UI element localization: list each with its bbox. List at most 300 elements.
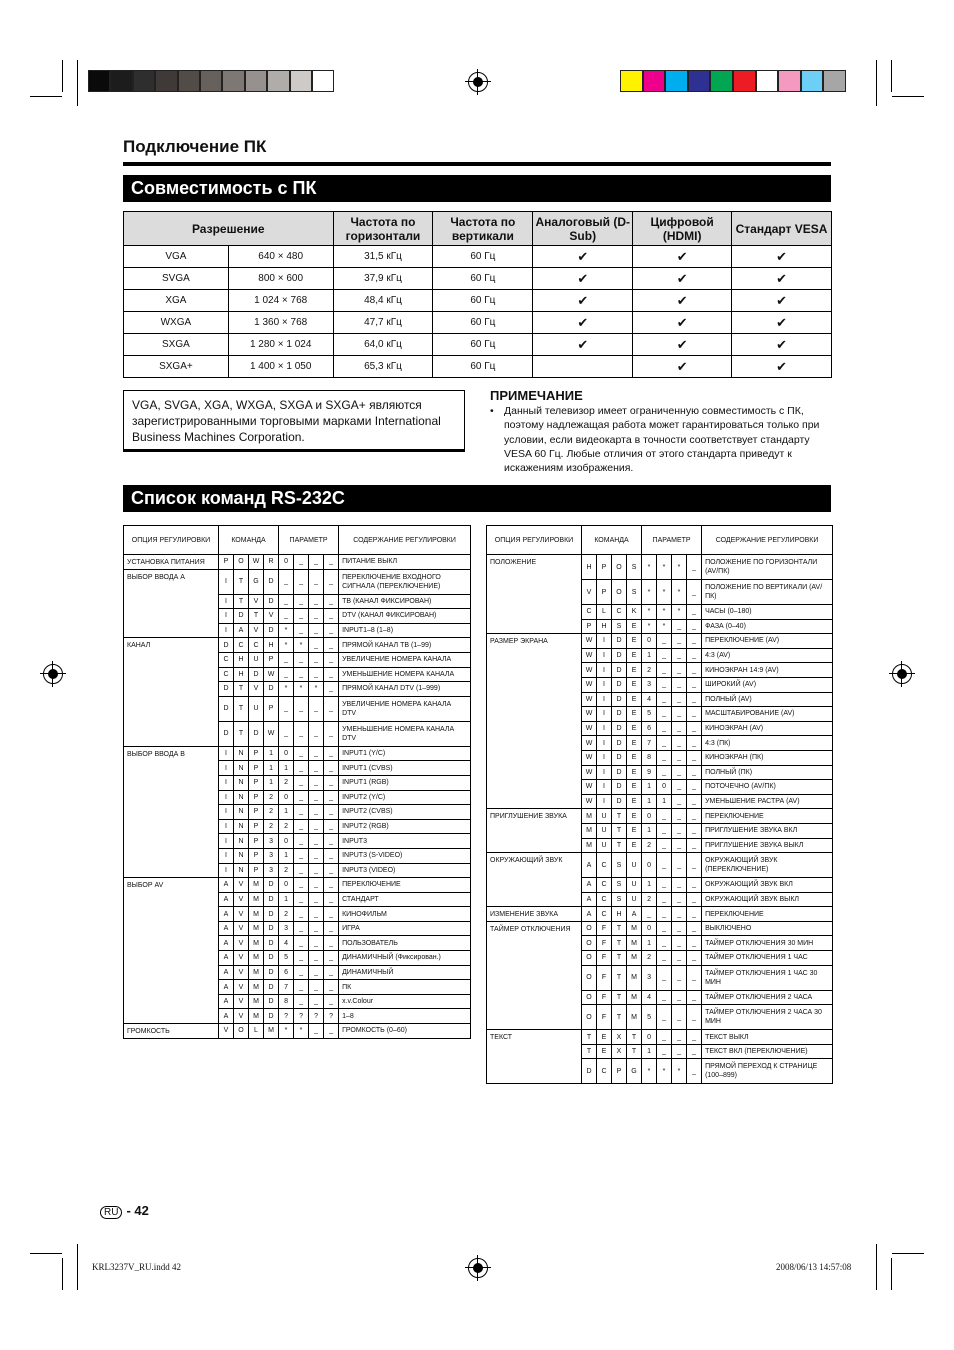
- param-char: _: [324, 652, 339, 667]
- param-char: _: [687, 692, 702, 707]
- cmd-char: N: [234, 775, 249, 790]
- param-char: _: [324, 848, 339, 863]
- param-char: *: [672, 605, 687, 620]
- param-char: _: [294, 623, 309, 638]
- cmd-char: I: [219, 848, 234, 863]
- color-swatch: [665, 70, 688, 92]
- param-char: _: [687, 677, 702, 692]
- param-char: _: [657, 648, 672, 663]
- cmd-char: M: [249, 921, 264, 936]
- cmd-char: I: [219, 761, 234, 776]
- cmd-char: C: [219, 652, 234, 667]
- rs232-table-left: [123, 525, 471, 1039]
- cmd-char: A: [219, 1009, 234, 1024]
- cmd-description: МАСШТАБИРОВАНИЕ (AV): [702, 707, 833, 722]
- param-char: _: [657, 736, 672, 751]
- color-swatch: [756, 70, 779, 92]
- check-vesa: ✔: [732, 334, 832, 356]
- param-char: _: [309, 555, 324, 570]
- col-header: Аналоговый (D-Sub): [533, 212, 633, 246]
- param-char: _: [687, 838, 702, 853]
- param-char: _: [309, 775, 324, 790]
- crop-mark: [892, 1253, 924, 1254]
- cmd-char: D: [264, 878, 279, 893]
- cmd-char: C: [249, 638, 264, 653]
- cmd-char: M: [627, 965, 642, 990]
- cmd-char: N: [234, 761, 249, 776]
- param-char: _: [309, 819, 324, 834]
- param-char: _: [309, 994, 324, 1009]
- cmd-description: ТВ (КАНАЛ ФИКСИРОВАН): [339, 594, 471, 609]
- cell-h: 47,7 кГц: [333, 312, 433, 334]
- param-char: _: [324, 878, 339, 893]
- param-char: _: [279, 594, 294, 609]
- cmd-col-header: КОМАНДА: [219, 526, 279, 555]
- cmd-description: ПЕРЕКЛЮЧЕНИЕ (AV): [702, 634, 833, 649]
- cmd-description: СТАНДАРТ: [339, 892, 471, 907]
- param-char: _: [324, 805, 339, 820]
- cmd-option: РАЗМЕР ЭКРАНА: [487, 634, 582, 809]
- param-char: _: [294, 848, 309, 863]
- cmd-char: O: [582, 936, 597, 951]
- param-char: _: [687, 809, 702, 824]
- param-char: _: [657, 663, 672, 678]
- cmd-char: F: [597, 921, 612, 936]
- cmd-description: КИНОЭКРАН (ПК): [702, 750, 833, 765]
- param-char: 0: [657, 780, 672, 795]
- cmd-char: N: [234, 863, 249, 878]
- param-char: _: [309, 892, 324, 907]
- cmd-char: E: [627, 692, 642, 707]
- cmd-char: A: [627, 907, 642, 922]
- cmd-char: D: [264, 569, 279, 594]
- cmd-char: I: [219, 746, 234, 761]
- cmd-char: C: [597, 907, 612, 922]
- crop-mark: [876, 60, 877, 106]
- param-char: _: [294, 994, 309, 1009]
- param-char: _: [687, 1030, 702, 1045]
- crop-mark: [891, 60, 892, 92]
- param-char: *: [672, 580, 687, 605]
- cmd-char: D: [249, 667, 264, 682]
- param-char: 1: [642, 936, 657, 951]
- cmd-row: [124, 878, 471, 893]
- cmd-char: M: [249, 980, 264, 995]
- cmd-char: I: [597, 677, 612, 692]
- param-char: _: [687, 580, 702, 605]
- cmd-description: ДИНАМИЧНЫЙ: [339, 965, 471, 980]
- param-char: 2: [279, 819, 294, 834]
- cmd-row: [487, 1030, 833, 1045]
- param-char: _: [324, 863, 339, 878]
- crop-mark: [876, 1244, 877, 1290]
- cmd-char: T: [612, 1005, 627, 1030]
- cmd-header-row: [124, 526, 471, 555]
- param-char: _: [279, 667, 294, 682]
- cmd-char: D: [264, 1009, 279, 1024]
- cmd-char: D: [234, 609, 249, 624]
- cmd-char: I: [219, 775, 234, 790]
- cmd-char: 1: [264, 761, 279, 776]
- param-char: _: [309, 721, 324, 746]
- cmd-char: D: [264, 994, 279, 1009]
- cmd-char: D: [612, 648, 627, 663]
- cmd-char: 3: [264, 863, 279, 878]
- param-char: _: [309, 951, 324, 966]
- cmd-char: P: [612, 1059, 627, 1084]
- cmd-char: I: [597, 721, 612, 736]
- cmd-char: N: [234, 848, 249, 863]
- cmd-char: A: [219, 892, 234, 907]
- param-char: _: [324, 790, 339, 805]
- cmd-char: W: [582, 707, 597, 722]
- cmd-description: x.v.Colour: [339, 994, 471, 1009]
- cmd-char: R: [264, 555, 279, 570]
- param-char: _: [309, 594, 324, 609]
- crop-mark: [77, 1244, 78, 1290]
- cmd-description: 4:3 (AV): [702, 648, 833, 663]
- cmd-description: ПЕРЕКЛЮЧЕНИЕ: [702, 809, 833, 824]
- cmd-char: D: [219, 682, 234, 697]
- cmd-row: [124, 555, 471, 570]
- cmd-char: 2: [264, 819, 279, 834]
- cmd-char: N: [234, 805, 249, 820]
- color-swatch: [778, 70, 801, 92]
- cmd-description: ТАЙМЕР ОТКЛЮЧЕНИЯ 2 ЧАСА 30 МИН: [702, 1005, 833, 1030]
- cmd-char: V: [234, 907, 249, 922]
- param-char: _: [687, 765, 702, 780]
- param-char: 1: [642, 823, 657, 838]
- param-char: 5: [642, 1005, 657, 1030]
- param-char: _: [324, 609, 339, 624]
- cmd-char: P: [582, 619, 597, 634]
- cmd-description: INPUT1 (CVBS): [339, 761, 471, 776]
- param-char: *: [642, 605, 657, 620]
- cmd-description: УВЕЛИЧЕНИЕ НОМЕРА КАНАЛА DTV: [339, 696, 471, 721]
- param-char: *: [279, 623, 294, 638]
- cmd-col-header: ОПЦИЯ РЕГУЛИРОВКИ: [487, 526, 582, 555]
- param-char: _: [687, 663, 702, 678]
- cmd-char: T: [612, 936, 627, 951]
- cmd-char: E: [627, 765, 642, 780]
- cmd-char: A: [582, 853, 597, 878]
- param-char: _: [657, 1044, 672, 1059]
- param-char: _: [672, 1005, 687, 1030]
- param-char: 0: [279, 834, 294, 849]
- param-char: _: [672, 663, 687, 678]
- param-char: *: [294, 638, 309, 653]
- cmd-char: D: [264, 921, 279, 936]
- cmd-char: A: [219, 980, 234, 995]
- param-char: _: [657, 838, 672, 853]
- gray-swatch: [312, 70, 334, 92]
- cmd-char: V: [234, 936, 249, 951]
- check-vesa: ✔: [732, 268, 832, 290]
- param-char: _: [309, 965, 324, 980]
- cmd-char: 3: [264, 848, 279, 863]
- cmd-description: INPUT1 (RGB): [339, 775, 471, 790]
- compat-title: Совместимость с ПК: [123, 175, 831, 202]
- param-char: ?: [309, 1009, 324, 1024]
- cmd-description: УМЕНЬШЕНИЕ НОМЕРА КАНАЛА: [339, 667, 471, 682]
- cmd-char: I: [219, 594, 234, 609]
- cmd-char: E: [627, 823, 642, 838]
- cmd-char: W: [582, 663, 597, 678]
- param-char: _: [657, 965, 672, 990]
- cell-name: VGA: [124, 246, 229, 268]
- cmd-row: [124, 746, 471, 761]
- cmd-char: S: [612, 619, 627, 634]
- param-char: 7: [279, 980, 294, 995]
- check-vesa: ✔: [732, 290, 832, 312]
- crop-mark: [30, 1253, 62, 1254]
- cmd-char: P: [249, 863, 264, 878]
- check-analog: ✔: [533, 334, 633, 356]
- cmd-description: ТАЙМЕР ОТКЛЮЧЕНИЯ 1 ЧАС 30 МИН: [702, 965, 833, 990]
- cmd-char: I: [597, 794, 612, 809]
- trademark-box: VGA, SVGA, XGA, WXGA, SXGA и SXGA+ являются зарегистрированными торговыми марками International Business Machines Corporation.: [123, 390, 465, 452]
- param-char: *: [294, 682, 309, 697]
- cmd-char: T: [627, 1030, 642, 1045]
- cmd-char: F: [597, 1005, 612, 1030]
- cmd-col-header: ПАРАМЕТР: [642, 526, 702, 555]
- param-char: _: [672, 936, 687, 951]
- param-char: _: [672, 765, 687, 780]
- param-char: _: [672, 990, 687, 1005]
- cmd-char: M: [627, 1005, 642, 1030]
- registration-mark-icon: [43, 664, 63, 684]
- cmd-description: ОКРУЖАЮЩИЙ ЗВУК ВЫКЛ: [702, 892, 833, 907]
- cmd-char: M: [249, 878, 264, 893]
- cmd-description: ФАЗА (0–40): [702, 619, 833, 634]
- param-char: _: [294, 790, 309, 805]
- gray-swatch: [155, 70, 177, 92]
- param-char: _: [657, 634, 672, 649]
- cell-res: 1 360 × 768: [228, 312, 333, 334]
- param-char: _: [687, 990, 702, 1005]
- cmd-char: G: [627, 1059, 642, 1084]
- cmd-char: D: [612, 750, 627, 765]
- cmd-char: D: [612, 707, 627, 722]
- param-char: _: [309, 878, 324, 893]
- cmd-char: L: [249, 1024, 264, 1039]
- param-char: 5: [279, 951, 294, 966]
- cmd-description: ПОТОЧЕЧНО (AV/ПК): [702, 780, 833, 795]
- cmd-description: 1–8: [339, 1009, 471, 1024]
- param-char: _: [324, 682, 339, 697]
- cell-name: WXGA: [124, 312, 229, 334]
- param-char: _: [687, 648, 702, 663]
- param-char: 8: [279, 994, 294, 1009]
- check-analog: ✔: [533, 246, 633, 268]
- cmd-col-header: ПАРАМЕТР: [279, 526, 339, 555]
- param-char: _: [279, 696, 294, 721]
- param-char: _: [687, 750, 702, 765]
- param-char: _: [687, 736, 702, 751]
- cmd-description: ЧАСЫ (0–180): [702, 605, 833, 620]
- cmd-description: КИНОФИЛЬМ: [339, 907, 471, 922]
- param-char: _: [657, 892, 672, 907]
- param-char: _: [687, 619, 702, 634]
- param-char: _: [672, 907, 687, 922]
- crop-mark: [891, 1258, 892, 1290]
- cmd-char: D: [219, 696, 234, 721]
- param-char: _: [324, 721, 339, 746]
- cmd-option: ПОЛОЖЕНИЕ: [487, 555, 582, 634]
- gray-swatch: [200, 70, 222, 92]
- param-char: 3: [642, 677, 657, 692]
- param-char: 0: [642, 853, 657, 878]
- param-char: _: [687, 907, 702, 922]
- cmd-char: T: [249, 609, 264, 624]
- bullet: •: [490, 405, 494, 417]
- param-char: 2: [279, 775, 294, 790]
- cmd-description: 4:3 (ПК): [702, 736, 833, 751]
- param-char: _: [657, 1005, 672, 1030]
- cmd-char: I: [219, 569, 234, 594]
- gray-swatch: [88, 70, 110, 92]
- param-char: 2: [642, 663, 657, 678]
- cmd-char: D: [264, 936, 279, 951]
- cmd-char: W: [582, 648, 597, 663]
- param-char: _: [309, 790, 324, 805]
- cmd-char: M: [627, 990, 642, 1005]
- param-char: _: [687, 707, 702, 722]
- param-char: _: [324, 569, 339, 594]
- cmd-char: I: [219, 609, 234, 624]
- param-char: _: [309, 746, 324, 761]
- cmd-char: P: [597, 555, 612, 580]
- cmd-option: ТЕКСТ: [487, 1030, 582, 1084]
- param-char: 4: [642, 990, 657, 1005]
- param-char: _: [687, 1044, 702, 1059]
- cmd-char: W: [582, 736, 597, 751]
- param-char: _: [294, 805, 309, 820]
- param-char: 6: [642, 721, 657, 736]
- cmd-description: ТАЙМЕР ОТКЛЮЧЕНИЯ 30 МИН: [702, 936, 833, 951]
- param-char: _: [672, 892, 687, 907]
- cmd-description: ВЫКЛЮЧЕНО: [702, 921, 833, 936]
- cmd-char: U: [597, 809, 612, 824]
- param-char: _: [687, 555, 702, 580]
- param-char: *: [642, 580, 657, 605]
- check-vesa: ✔: [732, 246, 832, 268]
- cmd-char: U: [249, 652, 264, 667]
- cmd-char: L: [597, 605, 612, 620]
- gray-swatch: [245, 70, 267, 92]
- param-char: *: [642, 1059, 657, 1084]
- param-char: _: [309, 569, 324, 594]
- param-char: _: [324, 775, 339, 790]
- cmd-char: E: [627, 663, 642, 678]
- page-number-value: 42: [134, 1203, 149, 1218]
- param-char: 0: [642, 809, 657, 824]
- cell-h: 65,3 кГц: [333, 356, 433, 378]
- param-char: _: [324, 834, 339, 849]
- page-dash: -: [126, 1203, 131, 1218]
- param-char: _: [294, 936, 309, 951]
- cmd-char: M: [627, 921, 642, 936]
- cmd-char: I: [597, 765, 612, 780]
- color-swatch: [733, 70, 756, 92]
- cmd-char: T: [582, 1030, 597, 1045]
- cmd-description: INPUT2 (RGB): [339, 819, 471, 834]
- param-char: *: [657, 1059, 672, 1084]
- cmd-char: D: [219, 638, 234, 653]
- cmd-description: INPUT1 (Y/C): [339, 746, 471, 761]
- cmd-description: ПОЛНЫЙ (ПК): [702, 765, 833, 780]
- cmd-char: E: [597, 1030, 612, 1045]
- param-char: _: [309, 907, 324, 922]
- param-char: ?: [294, 1009, 309, 1024]
- cmd-char: M: [582, 838, 597, 853]
- param-char: _: [657, 721, 672, 736]
- cmd-char: W: [582, 794, 597, 809]
- cell-v: 60 Гц: [433, 334, 533, 356]
- cmd-description: КИНОЭКРАН (AV): [702, 721, 833, 736]
- param-char: _: [294, 907, 309, 922]
- cmd-char: M: [249, 892, 264, 907]
- cmd-char: I: [219, 834, 234, 849]
- param-char: _: [309, 1024, 324, 1039]
- param-char: *: [279, 682, 294, 697]
- cmd-char: D: [612, 765, 627, 780]
- param-char: _: [672, 750, 687, 765]
- cmd-description: INPUT2 (CVBS): [339, 805, 471, 820]
- param-char: _: [687, 853, 702, 878]
- cmd-char: H: [264, 638, 279, 653]
- cmd-char: I: [597, 663, 612, 678]
- param-char: _: [324, 594, 339, 609]
- cmd-col-header: СОДЕРЖАНИЕ РЕГУЛИРОВКИ: [339, 526, 471, 555]
- cmd-char: T: [612, 965, 627, 990]
- note-body: Данный телевизор имеет ограниченную совместимость с ПК, поэтому надлежащая работа может гарантироваться только при условии, если видеокарта в точности соответствует стандарту VESA 60 Гц. Любые отличия от этого стандарта приведут к искажениям изображения.: [504, 405, 820, 475]
- cmd-char: S: [612, 892, 627, 907]
- cmd-char: W: [264, 721, 279, 746]
- col-header: Разрешение: [124, 212, 334, 246]
- param-char: _: [309, 834, 324, 849]
- cmd-char: V: [234, 994, 249, 1009]
- cmd-char: D: [264, 965, 279, 980]
- cmd-char: D: [612, 721, 627, 736]
- cmd-option: ВЫБОР AV: [124, 878, 219, 1024]
- param-char: _: [672, 1044, 687, 1059]
- param-char: _: [657, 809, 672, 824]
- cmd-char: D: [264, 682, 279, 697]
- cmd-option: ТАЙМЕР ОТКЛЮЧЕНИЯ: [487, 921, 582, 1029]
- cmd-option: ПРИГЛУШЕНИЕ ЗВУКА: [487, 809, 582, 853]
- cmd-char: O: [234, 555, 249, 570]
- cmd-char: I: [597, 750, 612, 765]
- cmd-char: 1: [264, 746, 279, 761]
- cmd-char: M: [264, 1024, 279, 1039]
- param-char: 9: [642, 765, 657, 780]
- param-char: _: [657, 921, 672, 936]
- param-char: _: [672, 794, 687, 809]
- cmd-char: E: [597, 1044, 612, 1059]
- param-char: _: [294, 696, 309, 721]
- cmd-char: T: [612, 921, 627, 936]
- param-char: _: [309, 696, 324, 721]
- cmd-char: S: [612, 853, 627, 878]
- cmd-char: T: [612, 990, 627, 1005]
- param-char: _: [294, 594, 309, 609]
- cell-h: 31,5 кГц: [333, 246, 433, 268]
- cmd-description: INPUT2 (Y/C): [339, 790, 471, 805]
- param-char: _: [672, 965, 687, 990]
- param-char: _: [672, 619, 687, 634]
- cmd-char: W: [264, 667, 279, 682]
